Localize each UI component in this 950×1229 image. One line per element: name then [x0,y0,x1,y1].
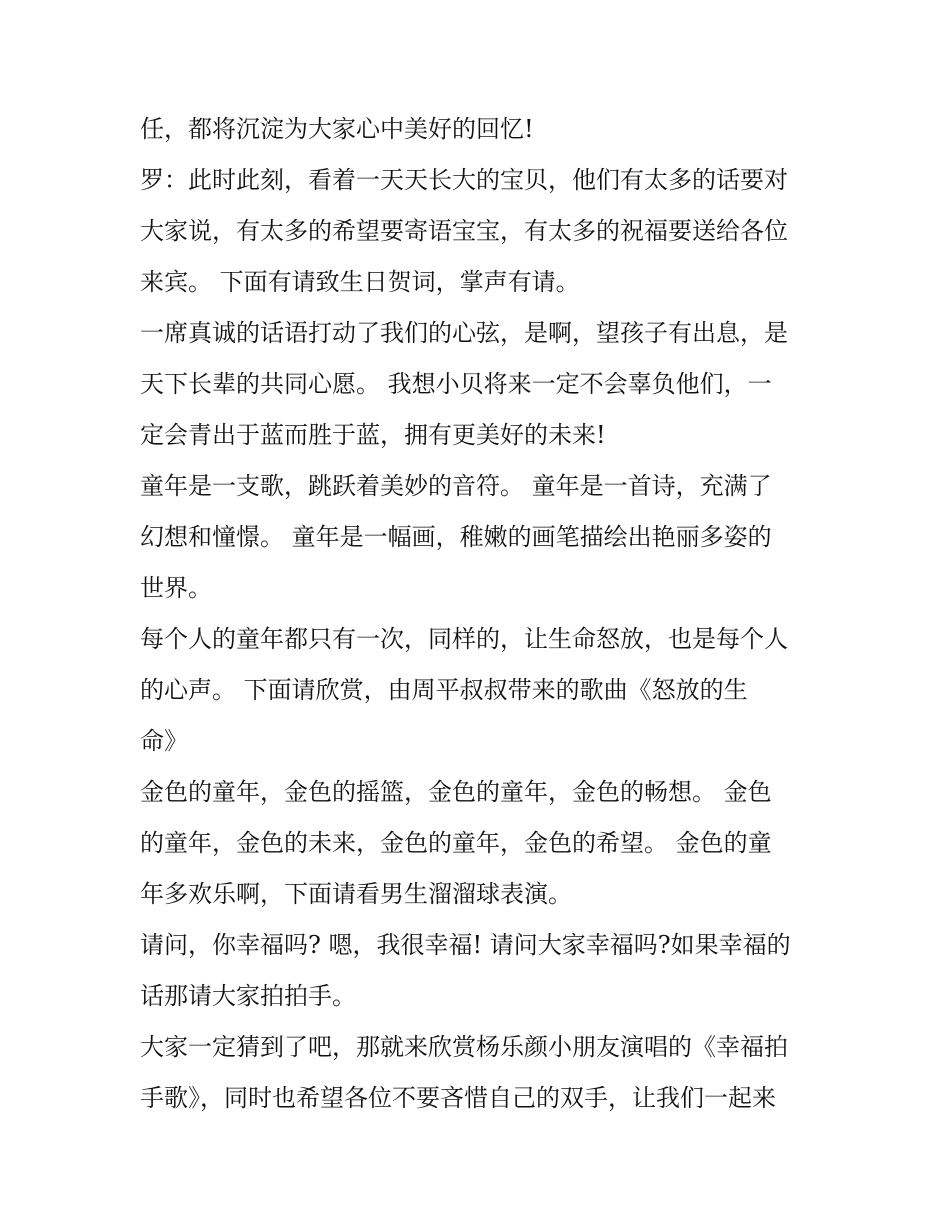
text-line: 的童年，金色的未来，金色的童年，金色的希望。 金色的童 [140,829,772,857]
text-line: 一席真诚的话语打动了我们的心弦，是啊，望孩子有出息，是 [140,319,788,347]
text-line: 的心声。 下面请欣赏，由周平叔叔带来的歌曲《怒放的生 [140,676,748,704]
text-line: 请问，你幸福吗? 嗯，我很幸福! 请问大家幸福吗?如果幸福的 [140,931,791,959]
text-line: 任，都将沉淀为大家心中美好的回忆! [140,115,534,143]
text-line: 每个人的童年都只有一次，同样的，让生命怒放，也是每个人 [140,625,788,653]
text-line: 大家一定猜到了吧，那就来欣赏杨乐颜小朋友演唱的《幸福拍 [140,1033,788,1061]
text-line: 定会青出于蓝而胜于蓝，拥有更美好的未来! [140,421,606,449]
document-body [140,104,830,1124]
text-line: 罗：此时此刻，看着一天天长大的宝贝，他们有太多的话要对 [140,166,788,194]
text-line: 天下长辈的共同心愿。 我想小贝将来一定不会辜负他们，一 [140,370,772,398]
text-line: 话那请大家拍拍手。 [140,982,356,1010]
text-line: 金色的童年，金色的摇篮，金色的童年，金色的畅想。 金色 [140,778,772,806]
text-line: 年多欢乐啊，下面请看男生溜溜球表演。 [140,880,572,908]
text-line: 世界。 [140,574,212,602]
text-line: 来宾。 下面有请致生日贺词，掌声有请。 [140,268,580,296]
text-line: 命》 [140,727,188,755]
text-line: 大家说，有太多的希望要寄语宝宝，有太多的祝福要送给各位 [140,217,788,245]
text-line: 童年是一支歌，跳跃着美妙的音符。 童年是一首诗，充满了 [140,472,772,500]
text-line: 幻想和憧憬。 童年是一幅画，稚嫩的画笔描绘出艳丽多姿的 [140,523,772,551]
text-line: 手歌》，同时也希望各位不要吝惜自己的双手，让我们一起来 [140,1084,776,1112]
